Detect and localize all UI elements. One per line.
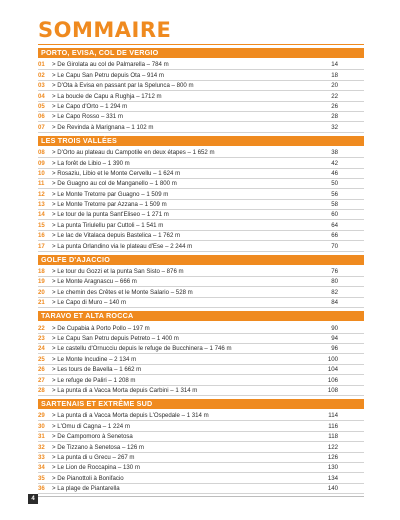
entry-title: > De Girolata au col de Palmarella – 784 m bbox=[52, 61, 169, 69]
toc-entry[interactable] bbox=[38, 200, 364, 210]
entry-number: 17 bbox=[38, 242, 45, 250]
entry-page-number: 60 bbox=[331, 211, 338, 219]
entry-number: 15 bbox=[38, 221, 45, 229]
entry-title: > De Campomoro à Senetosa bbox=[52, 433, 133, 441]
entry-number: 27 bbox=[38, 376, 45, 384]
entry-page-number: 84 bbox=[331, 299, 338, 307]
toc-entry[interactable] bbox=[38, 189, 364, 199]
entry-title: > Le Monte Incudine – 2 134 m bbox=[52, 355, 137, 363]
entry-title: > Le Capo Rosso – 331 m bbox=[52, 113, 123, 121]
entry-title: > La punta di a Vacca Morta depuis Carbini – 1 314 m bbox=[52, 386, 198, 394]
entry-page-number: 80 bbox=[331, 278, 338, 286]
entry-title: > La punta di a Vacca Morta depuis L'Ospedale – 1 314 m bbox=[52, 412, 209, 420]
toc-entry[interactable] bbox=[38, 334, 364, 344]
entry-page-number: 134 bbox=[327, 474, 338, 482]
page-number: 4 bbox=[28, 494, 38, 504]
entry-number: 01 bbox=[38, 61, 45, 69]
entry-number: 09 bbox=[38, 159, 45, 167]
entry-page-number: 66 bbox=[331, 232, 338, 240]
toc-section bbox=[38, 255, 364, 309]
entry-title: > Le tour de la punta Sant'Eliseo – 1 271 m bbox=[52, 211, 169, 219]
entry-title: > Le Lion de Roccapina – 130 m bbox=[52, 464, 140, 472]
toc-entry[interactable] bbox=[38, 323, 364, 333]
entry-title: > La boucle de Capu a Rughja – 1712 m bbox=[52, 92, 162, 100]
entry-number: 03 bbox=[38, 82, 45, 90]
entry-number: 24 bbox=[38, 345, 45, 353]
toc-section bbox=[38, 399, 364, 494]
entry-number: 25 bbox=[38, 355, 45, 363]
entry-number: 32 bbox=[38, 443, 45, 451]
entry-page-number: 118 bbox=[328, 433, 338, 441]
table-of-contents bbox=[38, 18, 364, 494]
toc-entry[interactable] bbox=[38, 354, 364, 364]
entry-title: > Le castellu d'Ornucciu depuis le refuge de Bucchinera – 1 746 m bbox=[52, 345, 232, 353]
toc-entry[interactable] bbox=[38, 344, 364, 354]
entry-page-number: 18 bbox=[331, 71, 338, 79]
toc-entry[interactable] bbox=[38, 70, 364, 80]
entry-number: 16 bbox=[38, 232, 45, 240]
entry-title: > L'Omu di Cagna – 1 224 m bbox=[52, 422, 130, 430]
entry-number: 35 bbox=[38, 474, 45, 482]
entry-page-number: 126 bbox=[327, 453, 338, 461]
toc-entry[interactable] bbox=[38, 442, 364, 452]
entry-number: 26 bbox=[38, 366, 45, 374]
entry-title: > Le Monte Tretorre par Guagno – 1 509 m bbox=[52, 190, 169, 198]
entry-number: 13 bbox=[38, 201, 45, 209]
toc-section bbox=[38, 311, 364, 396]
toc-entry[interactable] bbox=[38, 365, 364, 375]
toc-entry[interactable] bbox=[38, 112, 364, 122]
entry-page-number: 96 bbox=[331, 345, 338, 353]
toc-entry[interactable] bbox=[38, 122, 364, 132]
toc-entry[interactable] bbox=[38, 158, 364, 168]
sections-container bbox=[38, 48, 364, 494]
entry-title: > Le Monte Tretorre par Azzana – 1 509 m bbox=[52, 201, 167, 209]
entry-page-number: 100 bbox=[327, 355, 338, 363]
entry-page-number: 114 bbox=[328, 412, 338, 420]
entry-number: 33 bbox=[38, 453, 45, 461]
entry-title: > Les tours de Bavella – 1 662 m bbox=[52, 366, 142, 374]
toc-entry[interactable] bbox=[38, 148, 364, 158]
entry-number: 05 bbox=[38, 102, 45, 110]
toc-entry[interactable] bbox=[38, 386, 364, 396]
entry-page-number: 94 bbox=[331, 334, 338, 342]
entry-page-number: 28 bbox=[331, 113, 338, 121]
section-heading: TARAVO ET ALTA ROCCA bbox=[38, 311, 364, 321]
entry-page-number: 70 bbox=[331, 242, 338, 250]
entry-title: > D'Ota à Evisa en passant par la Spelunca – 800 m bbox=[52, 82, 194, 90]
entry-page-number: 26 bbox=[331, 102, 338, 110]
entry-number: 23 bbox=[38, 334, 45, 342]
entry-number: 22 bbox=[38, 324, 45, 332]
entry-page-number: 64 bbox=[331, 221, 338, 229]
entry-page-number: 58 bbox=[331, 201, 338, 209]
entry-title: > Le Capu San Petru depuis Ota – 914 m bbox=[52, 71, 164, 79]
toc-entry[interactable] bbox=[38, 453, 364, 463]
entry-number: 31 bbox=[38, 433, 45, 441]
entry-title: > La forêt de Libio – 1 390 m bbox=[52, 159, 130, 167]
entry-title: > De Guagno au col de Manganello – 1 800 m bbox=[52, 180, 177, 188]
entry-number: 29 bbox=[38, 412, 45, 420]
entry-number: 30 bbox=[38, 422, 45, 430]
entry-number: 14 bbox=[38, 211, 45, 219]
toc-entry[interactable] bbox=[38, 298, 364, 308]
entry-number: 21 bbox=[38, 299, 45, 307]
toc-entry[interactable] bbox=[38, 287, 364, 297]
entry-title: > Le tour du Gozzi et la punta San Sisto – 876 m bbox=[52, 268, 184, 276]
entry-page-number: 130 bbox=[327, 464, 338, 472]
entry-page-number: 20 bbox=[331, 82, 338, 90]
toc-entry[interactable] bbox=[38, 210, 364, 220]
entry-title: > La punta Tiriulellu par Cuttoli – 1 541 m bbox=[52, 221, 164, 229]
entry-number: 28 bbox=[38, 386, 45, 394]
section-heading: GOLFE D'AJACCIO bbox=[38, 255, 364, 265]
entry-page-number: 116 bbox=[328, 422, 338, 430]
entry-title: > Le Monte Aragnascu – 666 m bbox=[52, 278, 137, 286]
toc-entry[interactable] bbox=[38, 231, 364, 241]
toc-entry[interactable] bbox=[38, 267, 364, 277]
toc-entry[interactable] bbox=[38, 102, 364, 112]
entry-title: > Le Capo di Muro – 140 m bbox=[52, 299, 127, 307]
entry-page-number: 14 bbox=[331, 61, 338, 69]
page-title: SOMMAIRE bbox=[38, 18, 172, 42]
toc-section bbox=[38, 136, 364, 252]
entry-number: 18 bbox=[38, 268, 45, 276]
toc-section bbox=[38, 48, 364, 133]
entry-number: 36 bbox=[38, 485, 45, 493]
entry-page-number: 76 bbox=[331, 268, 338, 276]
entry-page-number: 106 bbox=[327, 376, 338, 384]
entry-title: > De Revinda à Marignana – 1 102 m bbox=[52, 123, 154, 131]
entry-page-number: 108 bbox=[327, 386, 338, 394]
entry-title: > La punta Orlandino via le plateau d'Ese – 2 244 m bbox=[52, 242, 193, 250]
entry-page-number: 90 bbox=[331, 324, 338, 332]
toc-entry[interactable] bbox=[38, 375, 364, 385]
toc-entry[interactable] bbox=[38, 60, 364, 70]
entry-page-number: 56 bbox=[331, 190, 338, 198]
entry-title: > Le Capo d'Orto – 1 294 m bbox=[52, 102, 128, 110]
entry-title: > Le lac de Vitalaca depuis Bastelica – 1 762 m bbox=[52, 232, 181, 240]
entry-page-number: 38 bbox=[331, 149, 338, 157]
toc-entry[interactable] bbox=[38, 421, 364, 431]
entry-title: > De Tizzano à Senetosa – 126 m bbox=[52, 443, 144, 451]
toc-entry[interactable] bbox=[38, 473, 364, 483]
entry-number: 06 bbox=[38, 113, 45, 121]
entry-title: > Le refuge de Paliri – 1 208 m bbox=[52, 376, 136, 384]
entry-page-number: 46 bbox=[331, 169, 338, 177]
section-heading: PORTO, EVISA, COL DE VERGIO bbox=[38, 48, 364, 58]
entry-title: > De Cupabia à Porto Pollo – 197 m bbox=[52, 324, 150, 332]
entry-number: 07 bbox=[38, 123, 45, 131]
entry-page-number: 82 bbox=[331, 288, 338, 296]
entry-number: 04 bbox=[38, 92, 45, 100]
entry-title: > D'Orto au plateau du Campotile en deux étapes – 1 652 m bbox=[52, 149, 215, 157]
footer-rule bbox=[38, 496, 364, 497]
toc-entry[interactable] bbox=[38, 220, 364, 230]
entry-page-number: 22 bbox=[331, 92, 338, 100]
entry-page-number: 32 bbox=[331, 123, 338, 131]
section-heading: SARTENAIS ET EXTRÊME SUD bbox=[38, 399, 364, 409]
entry-number: 10 bbox=[38, 169, 45, 177]
entry-title: > La plage de Piantarella bbox=[52, 485, 120, 493]
entry-page-number: 104 bbox=[327, 366, 338, 374]
entry-title: > De Pianottoli à Bonifacio bbox=[52, 474, 124, 482]
entry-page-number: 42 bbox=[331, 159, 338, 167]
toc-entry[interactable] bbox=[38, 241, 364, 251]
toc-entry[interactable] bbox=[38, 91, 364, 101]
section-heading: LES TROIS VALLÉES bbox=[38, 136, 364, 146]
entry-number: 02 bbox=[38, 71, 45, 79]
toc-entry[interactable] bbox=[38, 179, 364, 189]
toc-entry[interactable] bbox=[38, 81, 364, 91]
entry-page-number: 140 bbox=[327, 485, 338, 493]
entry-number: 08 bbox=[38, 149, 45, 157]
entry-title: > Rosaziu, Libio et le Monte Cervellu – 1 624 m bbox=[52, 169, 181, 177]
toc-entry[interactable] bbox=[38, 277, 364, 287]
entry-number: 11 bbox=[38, 180, 45, 188]
title-divider bbox=[38, 44, 364, 45]
entry-number: 12 bbox=[38, 190, 45, 198]
entry-number: 20 bbox=[38, 288, 45, 296]
toc-entry[interactable] bbox=[38, 484, 364, 494]
entry-number: 34 bbox=[38, 464, 45, 472]
toc-entry[interactable] bbox=[38, 169, 364, 179]
entry-page-number: 122 bbox=[327, 443, 338, 451]
entry-page-number: 50 bbox=[331, 180, 338, 188]
entry-title: > La punta di u Grecu – 267 m bbox=[52, 453, 135, 461]
toc-entry[interactable] bbox=[38, 411, 364, 421]
toc-entry[interactable] bbox=[38, 432, 364, 442]
toc-entry[interactable] bbox=[38, 463, 364, 473]
entry-title: > Le chemin des Crêtes et le Monte Salario – 528 m bbox=[52, 288, 193, 296]
entry-number: 19 bbox=[38, 278, 45, 286]
entry-title: > Le Capu San Petru depuis Petreto – 1 400 m bbox=[52, 334, 179, 342]
